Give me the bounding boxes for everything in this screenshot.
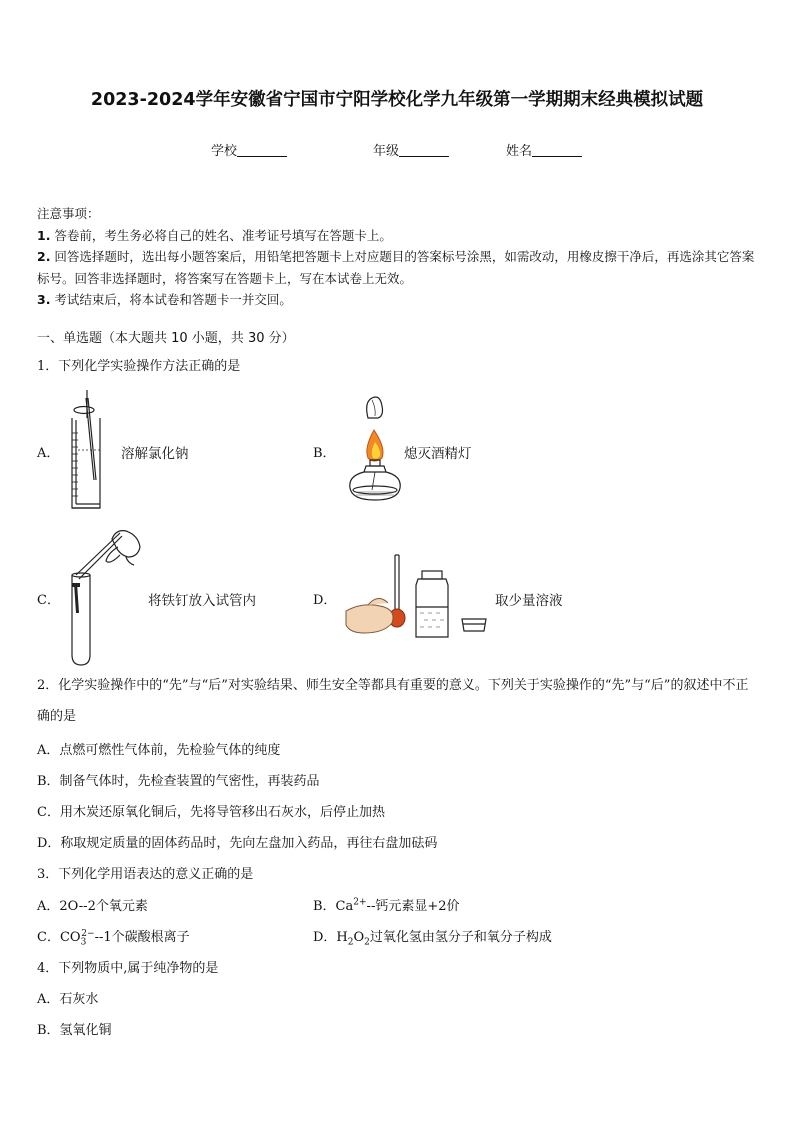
- q2-option-d: D．称取规定质量的固体药品时，先向左盘加入药品，再往右盘加砝码: [37, 836, 438, 851]
- q3-d-sub1: 2: [347, 937, 354, 948]
- name-label: 姓名: [506, 144, 533, 159]
- note-3-text: 考试结束后，将本试卷和答题卡一并交回。: [50, 292, 292, 307]
- alcohol-lamp-illustration: [342, 392, 404, 507]
- q3-option-c: [37, 926, 190, 948]
- q1-b-label: B．: [313, 446, 336, 461]
- q3-b-post: --钙元素显+2价: [366, 899, 460, 914]
- page-title: 2023-2024学年安徽省宁国市宁阳学校化学九年级第一学期期末经典模拟试题: [90, 90, 704, 110]
- note-1-text: 答卷前，考生务必将自己的姓名、准考证号填写在答题卡上。: [50, 227, 392, 243]
- note-1: [37, 225, 762, 247]
- notes-heading: 注意事项：: [37, 206, 100, 221]
- q3-b-sup: 2+: [353, 897, 367, 908]
- note-3: [37, 289, 762, 311]
- q3-d-mid: O: [353, 930, 365, 945]
- q4-option-b: B．氢氧化铜: [37, 1023, 112, 1038]
- q1-a-text: 溶解氯化钠: [121, 446, 189, 462]
- school-label: 学校: [211, 144, 238, 159]
- note-2-text: 回答选择题时，选出每小题答案后，用铅笔把答题卡上对应题目的答案标号涂黑，如需改动，用橡皮擦干净后，再选涂其它答案标号。回答非选择题时，将答案写在答题卡上，写在本试卷上无效。: [37, 249, 755, 286]
- q3-option-d: [313, 926, 552, 948]
- note-3-num: 3.: [37, 292, 51, 307]
- name-blank: [532, 144, 582, 157]
- beaker-stirring-illustration: [60, 388, 110, 513]
- grade-blank: [399, 144, 449, 157]
- q1-b-text: 熄灭酒精灯: [404, 446, 472, 462]
- q2-stem: 2．化学实验操作中的“先”与“后”对实验结果、师生安全等都具有重要的意义。下列关于实验操作的“先”与“后”的叙述中不正确的是: [37, 678, 749, 724]
- dropper-reagent-illustration: [344, 553, 489, 638]
- school-field: [211, 140, 287, 159]
- q1-d-label: D．: [313, 593, 337, 608]
- name-field: [506, 140, 582, 159]
- note-1-num: 1.: [37, 227, 51, 243]
- test-tube-tweezers-illustration: [62, 523, 144, 668]
- q3-d-sub2: 2: [364, 937, 370, 948]
- school-blank: [237, 144, 287, 157]
- q3-option-a: A．2O--2个氧元素: [37, 899, 148, 914]
- grade-field: [373, 140, 449, 159]
- q1-stem: 1．下列化学实验操作方法正确的是: [37, 359, 241, 374]
- q3-stem: 3．下列化学用语表达的意义正确的是: [37, 867, 254, 882]
- q3-c-pre: C．CO: [37, 930, 81, 945]
- note-2: [37, 246, 762, 289]
- section-heading: 一、单选题（本大题共 10 小题，共 30 分）: [37, 331, 295, 346]
- q3-c-post: --1个碳酸根离子: [94, 930, 190, 945]
- q4-option-a: A．石灰水: [37, 992, 99, 1007]
- q3-c-sub: 3: [80, 937, 87, 948]
- q4-stem: 4．下列物质中,属于纯净物的是: [37, 961, 219, 976]
- q1-a-label: A．: [37, 446, 60, 461]
- q3-b-pre: B．Ca: [313, 899, 354, 914]
- q3-d-pre: D．H: [313, 930, 348, 945]
- note-2-num: 2.: [37, 249, 51, 264]
- q3-c-sup: 2−: [81, 928, 95, 939]
- notes-block: [37, 203, 762, 311]
- q3-d-post: 过氧化氢由氢分子和氧分子构成: [369, 930, 552, 945]
- q1-c-label: C．: [37, 593, 60, 608]
- q2-option-a: A．点燃可燃性气体前，先检验气体的纯度: [37, 743, 281, 758]
- q2-option-c: C．用木炭还原氧化铜后，先将导管移出石灰水，后停止加热: [37, 805, 385, 820]
- q3-option-b: [313, 895, 460, 914]
- grade-label: 年级: [373, 144, 400, 159]
- q1-d-text: 取少量溶液: [495, 593, 563, 609]
- q1-c-text: 将铁钉放入试管内: [148, 593, 256, 609]
- q2-option-b: B．制备气体时，先检查装置的气密性，再装药品: [37, 774, 320, 789]
